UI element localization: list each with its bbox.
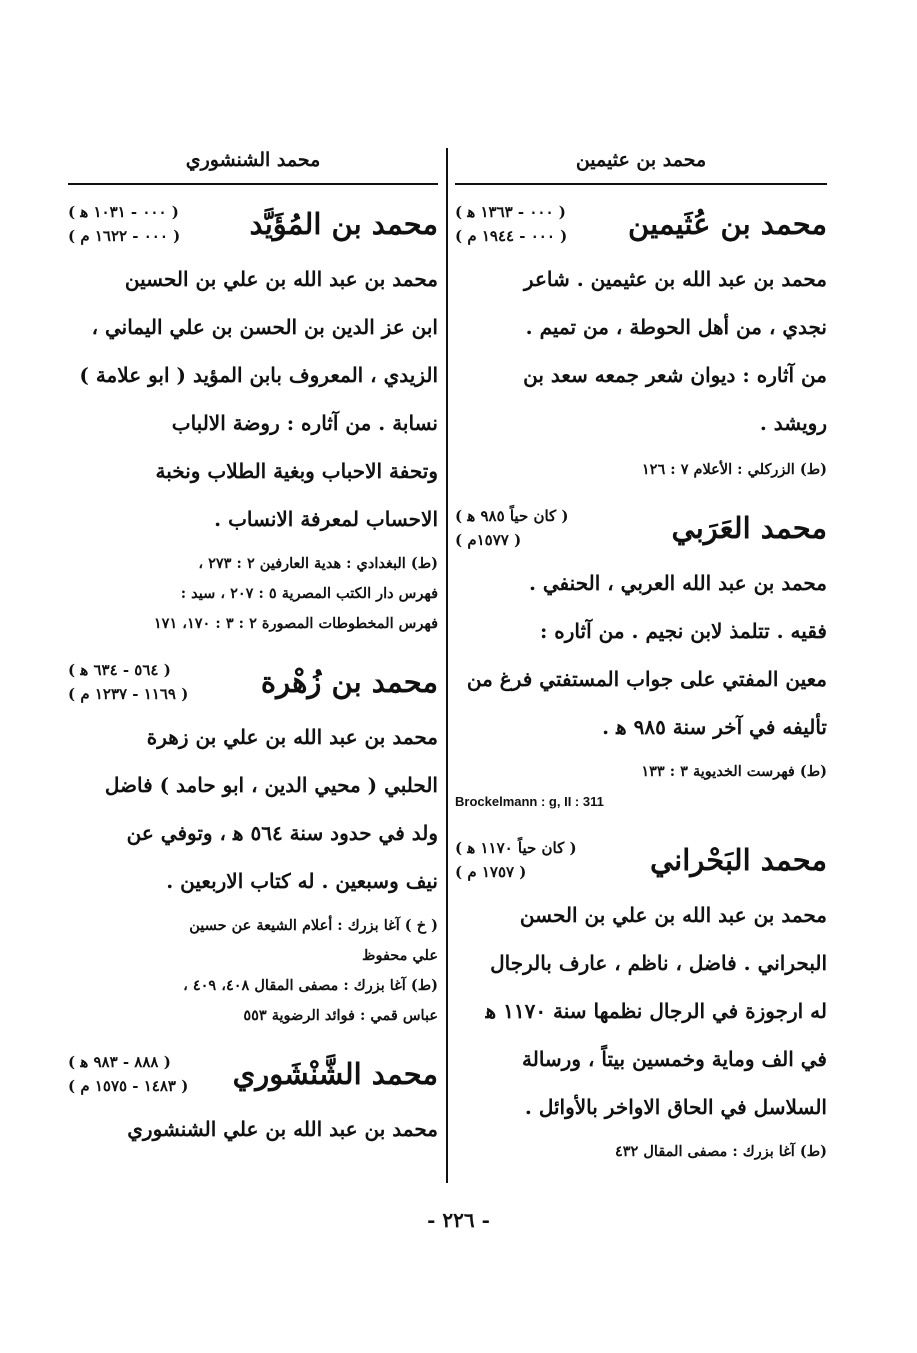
entry-ibn-al-muayyad	[68, 193, 438, 639]
entry-body: محمد بن عبد الله بن علي الشنشوري	[127, 1117, 438, 1141]
column-divider	[446, 148, 448, 1183]
entry-name: محمد الشَّنْشَوري	[232, 1057, 438, 1091]
entry-name: محمد العَرَبي	[671, 511, 827, 545]
entry-references: (ط) آغا بزرك : مصفى المقال ٤٣٢	[614, 1143, 827, 1160]
entry-ibn-zuhra	[68, 651, 438, 1031]
entry-references: ( خ ) آغا بزرك : أعلام الشيعة عن حسين علي محفوظ (ط) آغا بزرك : مصفى المقال ٤٠٨، ٤٠٩ ، عباس قمي : فوائد الرضوية ٥٥٣	[183, 917, 438, 1024]
entry-al-arabi	[455, 497, 827, 817]
left-column	[68, 145, 438, 1153]
page-number: - ٢٢٦ -	[427, 1208, 490, 1232]
entry-name: محمد بن زُهْرة	[260, 665, 438, 699]
entry-name: محمد بن عُثَيمين	[628, 207, 827, 241]
entry-name: محمد بن المُؤَيَّد	[249, 207, 438, 241]
entry-ibn-uthaymin	[455, 193, 827, 485]
entry-name: محمد البَحْراني	[649, 843, 827, 877]
entry-al-bahrani	[455, 829, 827, 1167]
entry-dates: ( ٨٨٨ - ٩٨٣ ﻫ ) ( ١٤٨٣ - ١٥٧٥ م )	[68, 1053, 189, 1095]
entry-references: (ط) الزركلي : الأعلام ٧ : ١٢٦	[641, 461, 827, 478]
entry-dates: ( ٥٦٤ - ٦٣٤ ﻫ ) ( ١١٦٩ - ١٢٣٧ م )	[68, 661, 189, 703]
entry-body: محمد بن عبد الله بن علي بن زهرة الحلبي ( محيي الدين ، ابو حامد ) فاضل ولد في حدود سنة ٥٦٤ ﻫ ، وتوفي عن نيف وسبعين . له كتاب الاربعين .	[104, 725, 438, 893]
latin-reference: Brockelmann : g, II : 311	[455, 794, 604, 809]
entry-references: (ط) فهرست الخديوية ٣ : ١٣٣ Brockelmann : g, II : 311	[455, 757, 827, 817]
entry-references: (ط) البغدادي : هدية العارفين ٢ : ٢٧٣ ، فهرس دار الكتب المصرية ٥ : ٢٠٧ ، سيد : فهرس المخطوطات المصورة ٢ : ٣ : ١٧٠، ١٧١	[153, 555, 438, 632]
entry-body: محمد بن عبد الله بن علي بن الحسن البحراني . فاضل ، ناظم ، عارف بالرجال له ارجوزة في الرجال نظمها سنة ١١٧٠ ﻫ في الف وماية وخمسين بيتاً ، ورسالة السلاسل في الحاق الاواخر بالأوائل .	[485, 903, 827, 1119]
entry-dates: ( كان حياً ٩٨٥ ﻫ ) ( ١٥٧٧م )	[455, 507, 569, 549]
entry-dates: ( ٠٠٠ - ١٣٦٣ ﻫ ) ( ٠٠٠ - ١٩٤٤ م )	[455, 203, 568, 245]
entry-body: محمد بن عبد الله العربي ، الحنفي . فقيه . تتلمذ لابن نجيم . من آثاره : معين المفتي على جواب المستفتي فرغ من تأليفه في آخر سنة ٩٨٥ ﻫ .	[466, 571, 827, 739]
entry-dates: ( ٠٠٠ - ١٠٣١ ﻫ ) ( ٠٠٠ - ١٦٢٢ م )	[68, 203, 181, 245]
entry-body: محمد بن عبد الله بن علي بن الحسين ابن عز الدين بن الحسن بن علي اليماني ، الزيدي ، المعروف بابن المؤيد ( ابو علامة ) نسابة . من آثاره : روضة الالباب وتحفة الاحباب وبغية الطلاب ونخبة الاحساب لمعرفة الانساب .	[79, 267, 438, 531]
running-head-left: محمد الشنشوري	[185, 149, 321, 171]
entry-dates: ( كان حياً ١١٧٠ ﻫ ) ( ١٧٥٧ م )	[455, 839, 577, 881]
header-rule-left	[68, 183, 438, 185]
right-column	[455, 145, 827, 1167]
entry-body: محمد بن عبد الله بن عثيمين . شاعر نجدي ، من أهل الحوطة ، من تميم . من آثاره : ديوان شعر جمعه سعد بن رويشد .	[523, 267, 827, 435]
running-head-right: محمد بن عثيمين	[575, 149, 707, 171]
entry-al-shanshuri	[68, 1043, 438, 1153]
header-rule-right	[455, 183, 827, 185]
